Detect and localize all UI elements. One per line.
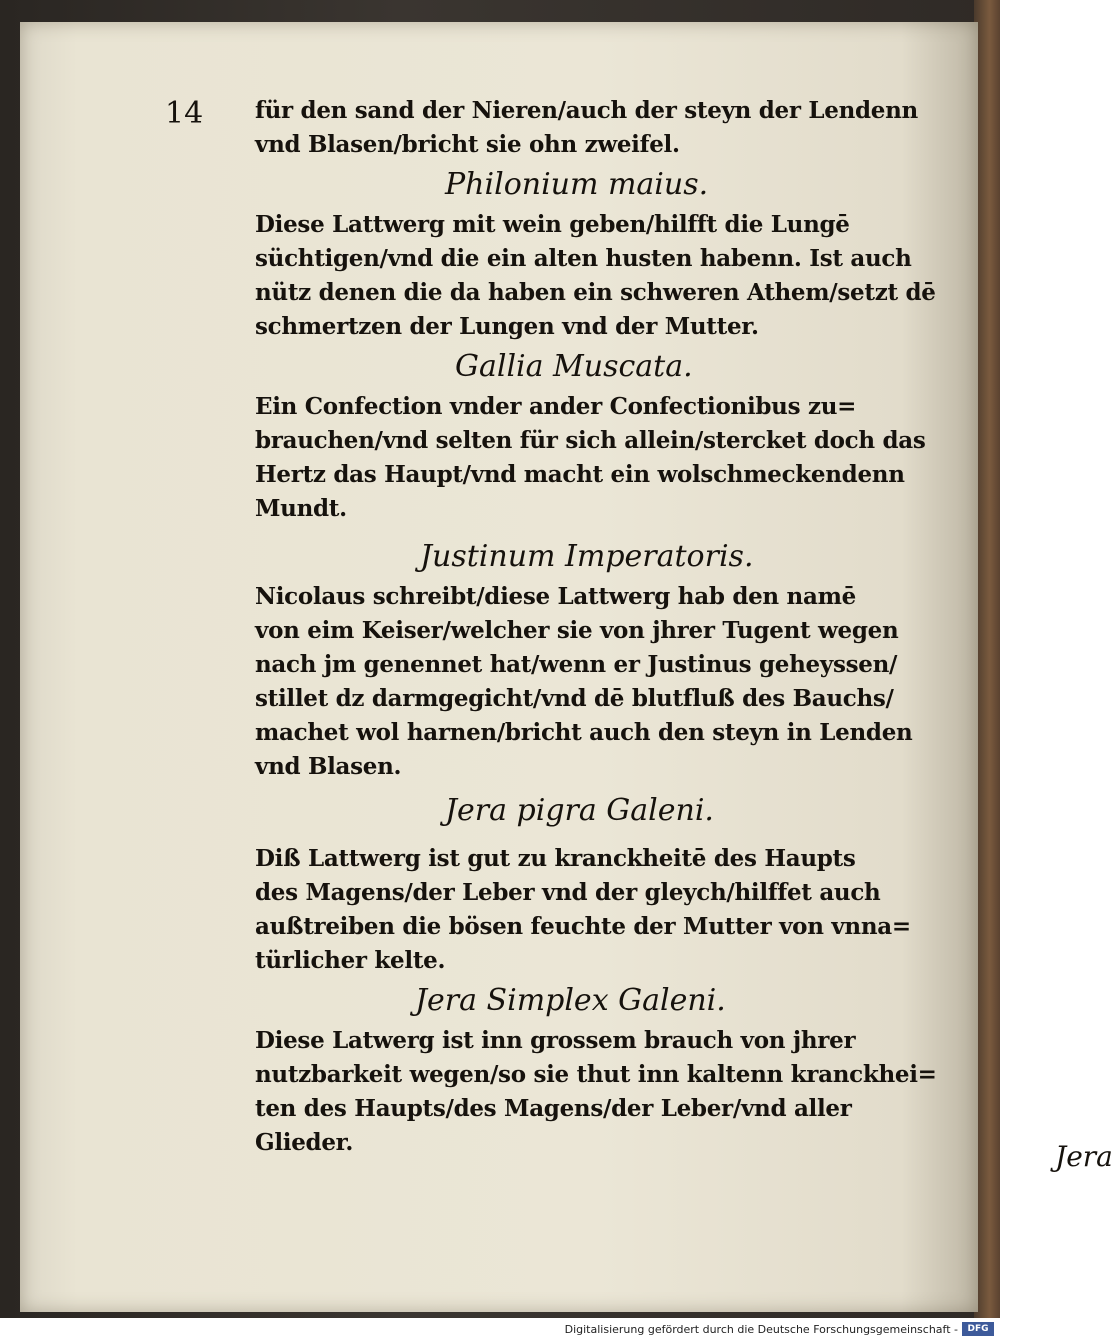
section-philonium	[215, 164, 955, 344]
section-heading: Justinum Imperatoris.	[420, 539, 754, 574]
text-line: Diese Lattwerg mit wein geben/hilfft die Lungē	[255, 211, 850, 238]
section-justinum	[215, 536, 955, 784]
text-line: für den sand der Nieren/auch der steyn der Lendenn	[255, 97, 918, 124]
text-line: türlicher kelte.	[255, 947, 446, 974]
text-line: süchtigen/vnd die ein alten husten habenn. Ist auch	[255, 245, 912, 272]
text-line: stillet dz darmgegicht/vnd dē blutfluß des Bauchs/	[255, 685, 894, 712]
text-line: schmertzen der Lungen vnd der Mutter.	[255, 313, 759, 340]
text-line: Glieder.	[255, 1129, 354, 1156]
text-line: Diese Latwerg ist inn grossem brauch von jhrer	[255, 1027, 856, 1054]
section-jera-simplex	[215, 980, 955, 1160]
text-line: Ein Confection vnder ander Confectionibus zu=	[255, 393, 857, 420]
text-line: Hertz das Haupt/vnd macht ein wolschmeckendenn	[255, 461, 905, 488]
section-gallia	[215, 346, 955, 526]
text-line: Mundt.	[255, 495, 347, 522]
page-text-block	[165, 94, 1113, 1173]
text-line: machet wol harnen/bricht auch den steyn in Lenden	[255, 719, 913, 746]
text-line: vnd Blasen.	[255, 753, 402, 780]
book-page	[20, 22, 1113, 1312]
section-jera-pigra	[215, 790, 955, 978]
footer-bar	[0, 1318, 1000, 1342]
text-line: ten des Haupts/des Magens/der Leber/vnd aller	[255, 1095, 852, 1122]
text-line: außtreiben die bösen feuchte der Mutter von vnna=	[255, 913, 911, 940]
text-line: Nicolaus schreibt/diese Lattwerg hab den namē	[255, 583, 856, 610]
section-intro	[215, 94, 955, 162]
text-line: nach jm genennet hat/wenn er Justinus geheyssen/	[255, 651, 898, 678]
text-line: vnd Blasen/bricht sie ohn zweifel.	[255, 131, 680, 158]
text-line: des Magens/der Leber vnd der gleych/hilffet auch	[255, 879, 881, 906]
text-line: brauchen/vnd selten für sich allein/stercket doch das	[255, 427, 926, 454]
funding-credit: Digitalisierung gefördert durch die Deutsche Forschungsgemeinschaft -	[564, 1323, 958, 1336]
dfg-logo[interactable]: DFG	[962, 1322, 994, 1336]
text-line: nütz denen die da haben ein schweren Athem/setzt dē	[255, 279, 936, 306]
text-line: Diß Lattwerg ist gut zu kranckheitē des Haupts	[255, 845, 856, 872]
page-number: 14	[165, 96, 204, 131]
catchword: Jera	[1055, 1140, 1113, 1173]
text-line: nutzbarkeit wegen/so sie thut inn kaltenn kranckhei=	[255, 1061, 937, 1088]
section-heading: Jera Simplex Galeni.	[415, 983, 726, 1018]
section-heading: Jera pigra Galeni.	[445, 793, 714, 828]
section-heading: Philonium maius.	[445, 167, 709, 202]
text-line: von eim Keiser/welcher sie von jhrer Tugent wegen	[255, 617, 899, 644]
section-heading: Gallia Muscata.	[455, 349, 693, 384]
